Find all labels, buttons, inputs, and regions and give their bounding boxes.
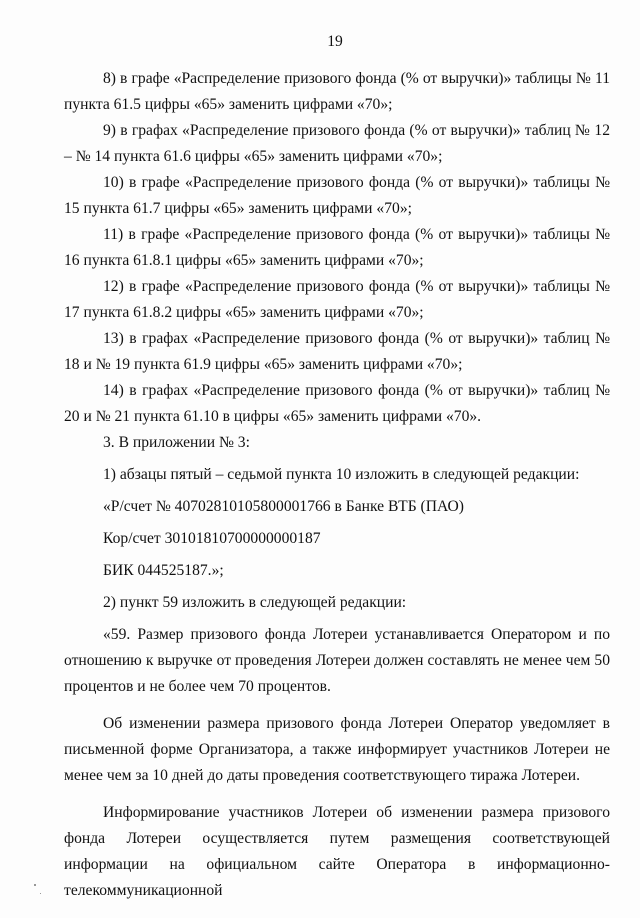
paragraph-item-8: 8) в графе «Распределение призового фонда (% от выручки)» таблицы № 11 пункта 61.5 цифры «65» заменить цифрами «70»; [64,70,610,113]
paragraph-subitem-2: 2) пункт 59 изложить в следующей редакции: [103,594,407,611]
page-number: 19 [327,33,343,50]
bik-line: БИК 044525187.»; [103,562,224,579]
paragraph-subitem-1: 1) абзацы пятый – седьмой пункта 10 изложить в следующей редакции: [103,466,580,483]
paragraph-prize-change-notice: Об изменении размера призового фонда Лотереи Оператор уведомляет в письменной форме Организатора, а также информирует участников Лотереи не менее чем за 10 дней до даты проведения соответствующего тиража Лотереи. [64,715,610,784]
section-heading-appendix-3: 3. В приложении № 3: [103,434,250,451]
scan-speck [40,893,41,894]
scan-speck [34,884,36,886]
bank-account-line: «Р/счет № 40702810105800001766 в Банке ВТБ (ПАО) [103,498,464,515]
paragraph-item-12: 12) в графе «Распределение призового фонда (% от выручки)» таблицы № 17 пункта 61.8.2 цифры «65» заменить цифрами «70»; [64,278,610,321]
paragraph-point-59: «59. Размер призового фонда Лотереи устанавливается Оператором и по отношению к выручке от проведения Лотереи должен составлять не менее чем 50 процентов и не более чем 70 процентов. [64,626,610,695]
paragraph-item-9: 9) в графах «Распределение призового фонда (% от выручки)» таблиц № 12 – № 14 пункта 61.6 цифры «65» заменить цифрами «70»; [64,122,610,165]
correspondent-account-line: Кор/счет 30101810700000000187 [103,530,321,547]
document-body [64,66,610,904]
paragraph-item-11: 11) в графе «Распределение призового фонда (% от выручки)» таблицы № 16 пункта 61.8.1 цифры «65» заменить цифрами «70»; [64,226,610,269]
paragraph-item-13: 13) в графах «Распределение призового фонда (% от выручки)» таблиц № 18 и № 19 пункта 61.9 цифры «65» заменить цифрами «70»; [64,330,610,373]
paragraph-item-10: 10) в графе «Распределение призового фонда (% от выручки)» таблицы № 15 пункта 61.7 цифры «65» заменить цифрами «70»; [64,174,610,217]
paragraph-item-14: 14) в графах «Распределение призового фонда (% от выручки)» таблиц № 20 и № 21 пункта 61.10 в цифры «65» заменить цифрами «70». [64,382,610,425]
paragraph-participants-informing: Информирование участников Лотереи об изменении размера призового фонда Лотереи осуществляется путем размещения соответствующей информации на официальном сайте Оператора в информационно-телекоммуникационной [64,804,610,899]
